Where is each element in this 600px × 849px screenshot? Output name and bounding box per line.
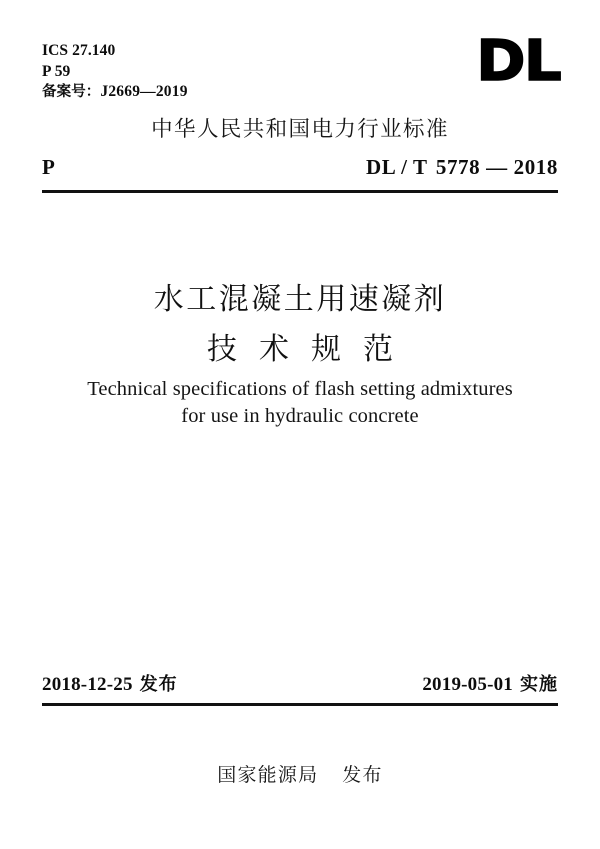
- publisher-verb: 发布: [342, 764, 383, 786]
- title-english-line-2: for use in hydraulic concrete: [181, 405, 419, 427]
- standard-prefix: DL / T: [366, 155, 428, 179]
- title-english-line-1: Technical specifications of flash setting admixtures: [87, 378, 513, 400]
- footer-divider-rule: [42, 703, 558, 706]
- publisher-name: 国家能源局: [217, 764, 319, 786]
- dates-row: [42, 670, 558, 698]
- dl-emblem-icon: DL: [476, 29, 560, 94]
- standard-number: [366, 155, 558, 180]
- title-chinese-line-1: 水工混凝土用速凝剂: [153, 283, 447, 316]
- standard-dash: —: [486, 155, 508, 179]
- header-divider-rule: [42, 190, 558, 193]
- title-english: [0, 376, 600, 430]
- issuing-body-heading: 中华人民共和国电力行业标准: [151, 117, 449, 142]
- effective-date-group: [422, 670, 558, 696]
- category-letter: P: [42, 155, 55, 179]
- publisher-line: [0, 760, 600, 787]
- title-chinese-line-2: 技术规范: [207, 333, 415, 366]
- filing-number-label: 备案号：: [42, 84, 101, 100]
- issue-date-group: [42, 670, 178, 696]
- effective-date-label: 实施: [520, 674, 558, 695]
- document-metadata: [42, 41, 188, 103]
- issue-date-value: 2018-12-25: [42, 674, 133, 695]
- standard-serial: 5778: [435, 155, 481, 179]
- effective-date-value: 2019-05-01: [422, 674, 513, 695]
- standard-number-row: [42, 155, 558, 185]
- filing-number-value: J2669—2019: [100, 83, 188, 100]
- ics-code: ICS 27.140: [42, 42, 116, 59]
- standard-year: 2018: [513, 155, 558, 179]
- category-code: P 59: [42, 62, 71, 80]
- filing-number-line: [42, 82, 188, 103]
- issue-date-label: 发布: [139, 674, 178, 695]
